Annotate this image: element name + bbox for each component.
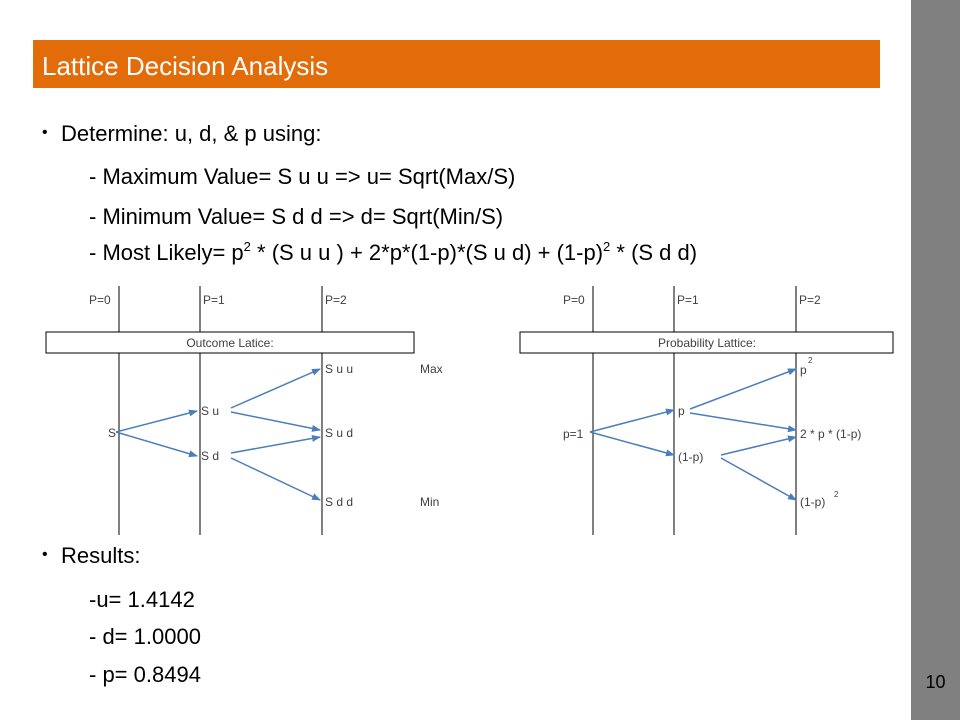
outcome-period-label-2: P=2 [325,293,347,307]
probability-arrow-root-up [590,410,674,432]
outcome-node-s: S [108,426,117,440]
outcome-arrow-sd-sdd [231,458,320,500]
outcome-period-label-0: P=0 [89,293,111,307]
outcome-node-sud: S u d [325,426,354,440]
probability-lattice [520,286,893,535]
outcome-arrow-su-suu [231,369,320,408]
most-likely-part3: * (S d d) [610,240,698,265]
outcome-node-sd: S d [201,449,220,463]
slide-title: Lattice Decision Analysis [42,51,329,81]
probability-arrow-root-down [590,432,674,455]
probability-arrow-up-uu [690,369,796,409]
outcome-arrow-s-su [116,411,197,432]
probability-node-root: p=1 [563,427,584,441]
probability-period-label-2: P=2 [799,293,821,307]
probability-node-uu-sup: 2 [808,356,813,365]
outcome-min-label: Min [420,495,440,509]
probability-node-dd: (1-p) [800,495,826,509]
outcome-arrow-sd-sud [231,437,320,453]
probability-period-label-0: P=0 [563,293,585,307]
outcome-max-label: Max [420,362,443,376]
probability-node-ud: 2 * p * (1-p) [800,427,862,441]
probability-arrow-down-dd [721,458,796,500]
most-likely-part1: - Most Likely= p [89,240,244,265]
probability-header: Probability Lattice: [657,336,757,350]
probability-node-down: (1-p) [678,450,704,464]
maximum-value-line: - Maximum Value= S u u => u= Sqrt(Max/S) [89,164,516,189]
result-u: -u= 1.4142 [89,587,195,612]
result-p: - p= 0.8494 [89,662,201,687]
outcome-node-sdd: S d d [325,495,354,509]
probability-period-label-1: P=1 [677,293,699,307]
bullet-icon: • [42,546,48,563]
most-likely-sup1: 2 [243,239,251,254]
outcome-arrow-s-sd [116,432,197,456]
results-heading: Results: [61,543,141,568]
probability-node-up: p [678,404,685,418]
probability-node-uu: p [800,363,807,377]
outcome-header: Outcome Latice: [186,336,274,350]
determine-heading: Determine: u, d, & p using: [61,121,322,146]
minimum-value-line: - Minimum Value= S d d => d= Sqrt(Min/S) [89,204,504,229]
outcome-period-label-1: P=1 [203,293,225,307]
probability-arrow-up-ud [690,413,796,430]
page-number: 10 [925,672,946,692]
probability-node-dd-sup: 2 [834,490,839,499]
outcome-lattice [46,286,443,535]
outcome-node-su: S u [201,404,220,418]
result-d: - d= 1.0000 [89,624,201,649]
probability-arrow-down-ud [721,437,796,455]
most-likely-sup2: 2 [603,239,611,254]
outcome-arrow-su-sud [231,412,320,430]
bullet-icon: • [42,124,48,141]
most-likely-part2: * (S u u ) + 2*p*(1-p)*(S u d) + (1-p) [250,240,604,265]
outcome-node-suu: S u u [325,362,354,376]
